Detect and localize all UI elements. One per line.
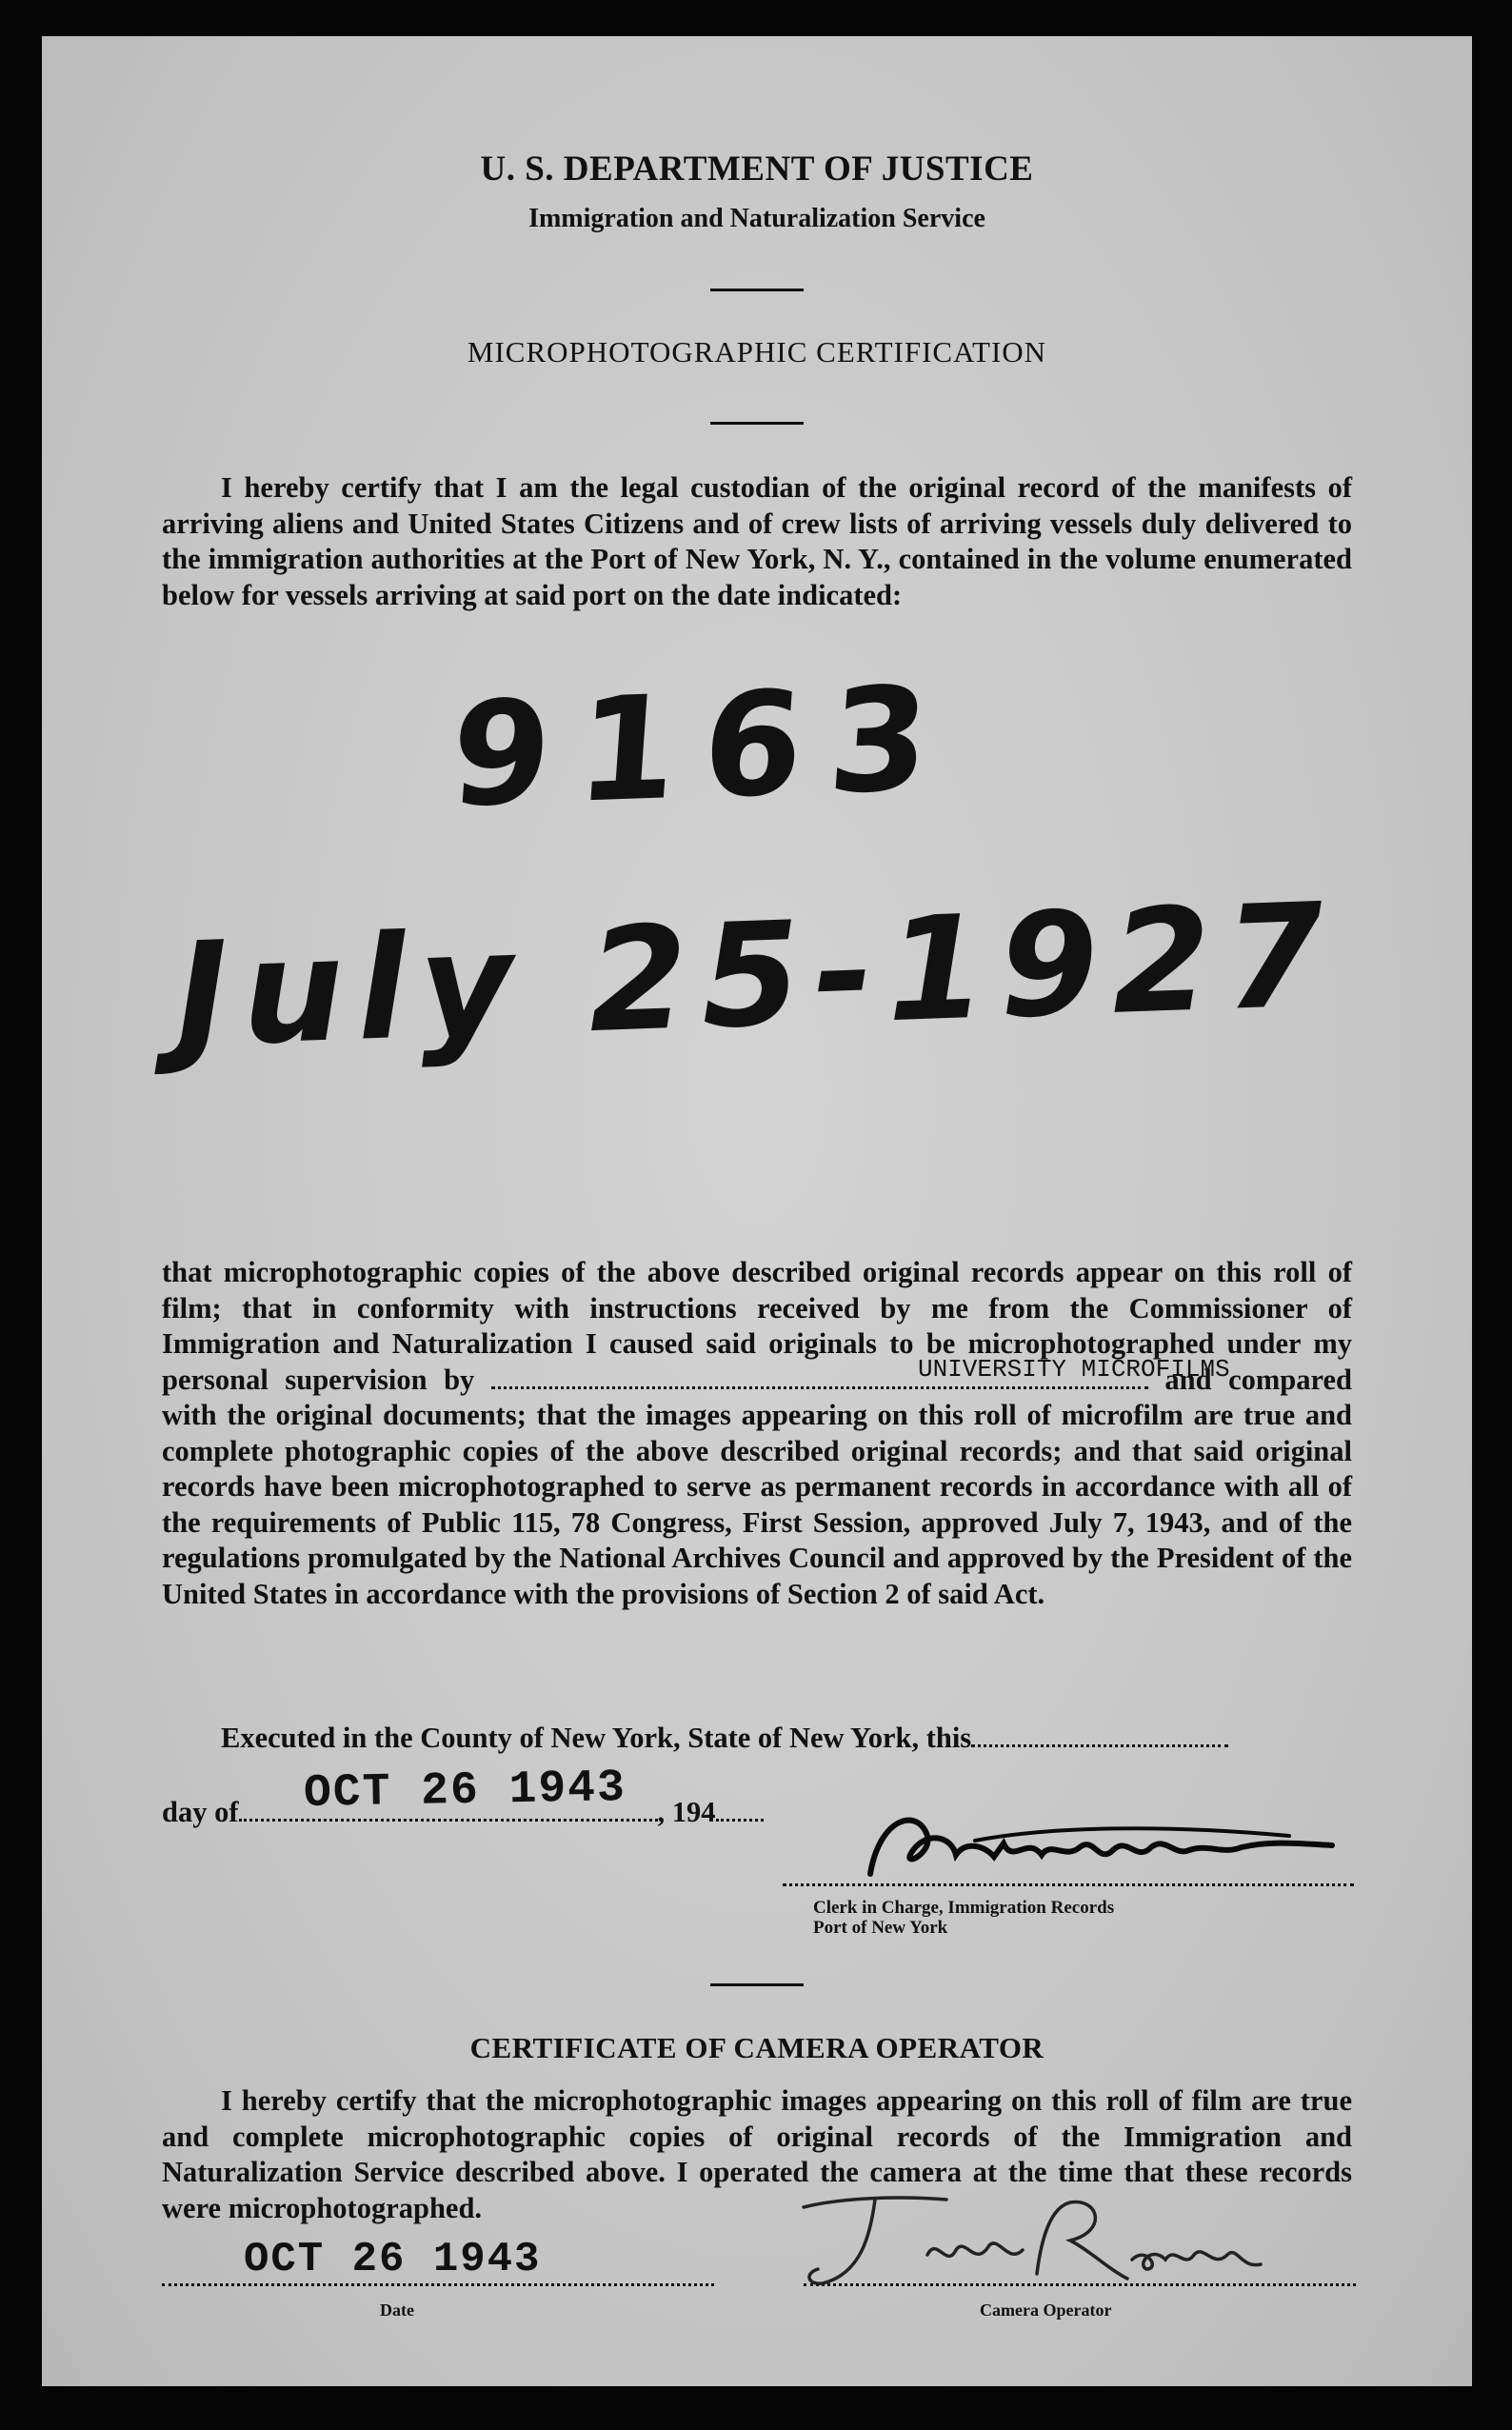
- clerk-title-line1: Clerk in Charge, Immigration Records: [813, 1898, 1115, 1918]
- date-line: [162, 2283, 714, 2286]
- date-label: Date: [380, 2301, 414, 2320]
- camera-operator-label: Camera Operator: [980, 2301, 1112, 2320]
- divider-rule: [710, 289, 804, 291]
- microfilm-paragraph-part2: and compared with the original documents; that the images appearing on this roll of microfilm are true and complete photographic copies of the above described original records; and that said original records have been microphotographed to serve as permanent records in accordance with all of the requirements of Public 115, 78 Congress, First Session, approved July 7, 1943, and of the regulations promulgated by the National Archives Council and approved by the President of the United States in accordance with the provisions of Section 2 of said Act.: [162, 1363, 1352, 1610]
- clerk-title: [813, 1898, 1114, 1938]
- certificate-sheet: [42, 36, 1472, 2386]
- camera-certificate-title: CERTIFICATE OF CAMERA OPERATOR: [469, 2031, 1044, 2064]
- handwritten-date: July 25-1927: [172, 872, 1341, 1080]
- certification-title: MICROPHOTOGRAPHIC CERTIFICATION: [467, 335, 1047, 368]
- clerk-signature: [861, 1798, 1337, 1888]
- dotted-fill-line: [971, 1744, 1228, 1747]
- microfilm-paragraph: [162, 1255, 1352, 1612]
- service-subtitle: Immigration and Naturalization Service: [528, 204, 985, 233]
- clerk-title-line2: Port of New York: [813, 1918, 948, 1938]
- date-stamp: OCT 26 1943: [303, 1763, 627, 1820]
- divider-rule: [710, 422, 804, 425]
- day-of-label: day of: [162, 1796, 239, 1828]
- department-title: U. S. DEPARTMENT OF JUSTICE: [480, 149, 1034, 189]
- executed-text: Executed in the County of New York, State of New York, this: [221, 1722, 972, 1754]
- camera-paragraph: I hereby certify that the microphotographic images appearing on this roll of film are true and complete microphotographic copies of original records of the Immigration and Naturalization Service described above. I operated the camera at the time that these records were microphotographed.: [162, 2084, 1352, 2224]
- dotted-fill-line: [491, 1386, 1148, 1389]
- year-prefix: , 194: [657, 1796, 716, 1828]
- custodian-paragraph: I hereby certify that I am the legal custodian of the original record of the manifests of arriving aliens and United States Citizens and of crew lists of arriving vessels duly delivered to the immigration authorities at the Port of New York, N. Y., contained in the volume enumerated below for vessels arriving at said port on the date indicated:: [162, 471, 1352, 611]
- executed-line: [221, 1722, 1228, 1755]
- dotted-fill-line: [239, 1819, 658, 1822]
- dotted-fill-line: [716, 1819, 764, 1822]
- camera-operator-signature: [785, 2179, 1280, 2302]
- divider-rule: [710, 1983, 804, 1986]
- microfilm-company-typed: UNIVERSITY MICROFILMS: [918, 1355, 1230, 1384]
- handwritten-volume-number: 9163: [446, 655, 962, 840]
- microfilm-paragraph-part1: that microphotographic copies of the above described original records appear on this roll of film; that in conformity with instructions received by me from the Commissioner of Immigration and Naturalization I caused said originals to be microphotographed under my personal supervision by: [162, 1256, 1352, 1396]
- camera-date-stamp: OCT 26 1943: [244, 2236, 542, 2283]
